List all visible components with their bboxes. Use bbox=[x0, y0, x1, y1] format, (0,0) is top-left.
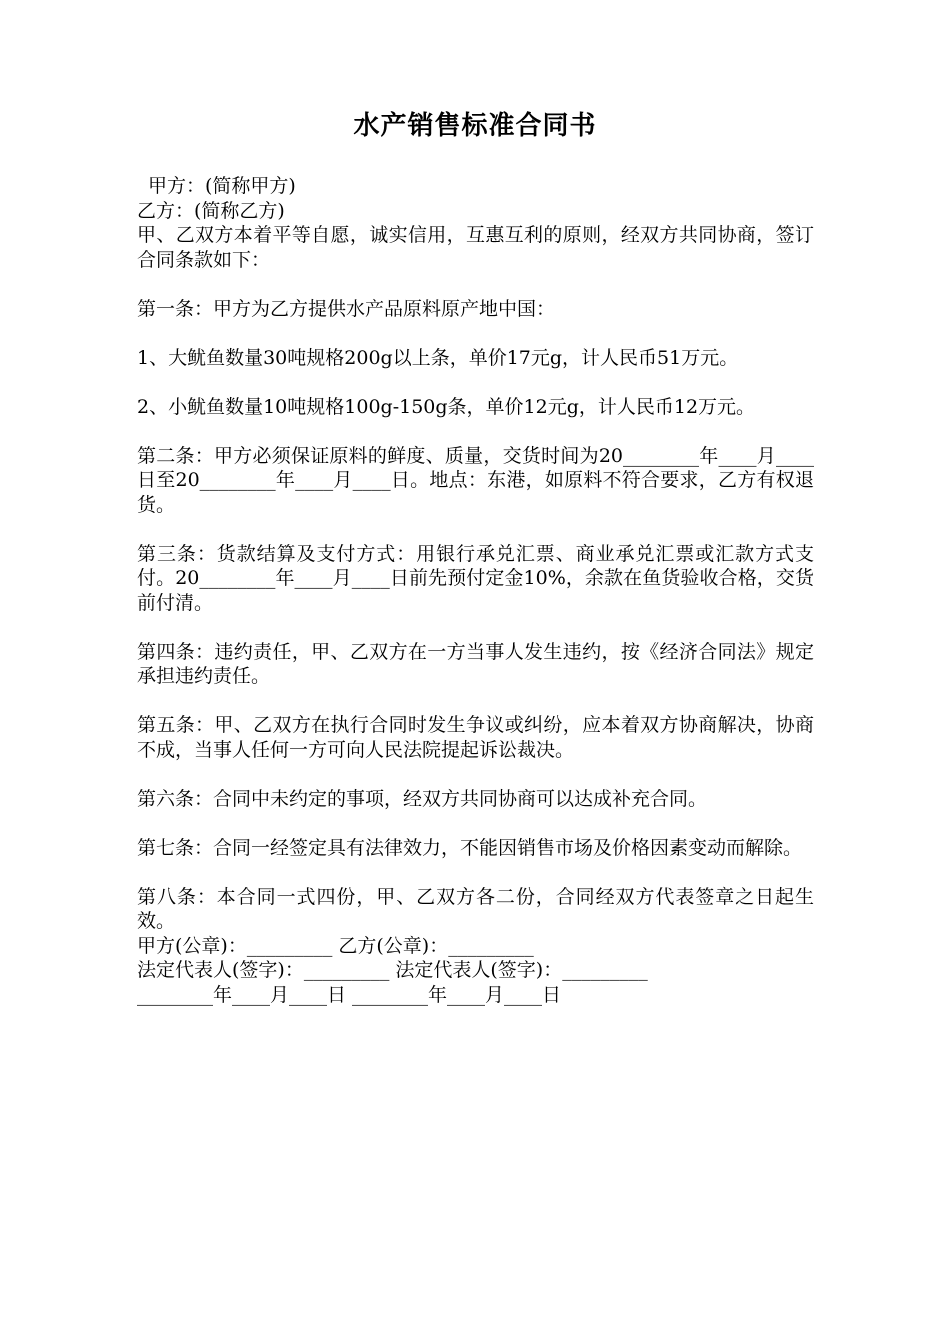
document-body bbox=[137, 174, 814, 1007]
signature-seal-line: 甲方(公章)：_________ 乙方(公章)：_________ bbox=[137, 934, 534, 957]
article-6: 第六条：合同中未约定的事项，经双方共同协商可以达成补充合同。 bbox=[137, 787, 708, 810]
article-4: 第四条：违约责任，甲、乙双方在一方当事人发生违约，按《经济合同法》规定承担违约责任。 bbox=[137, 640, 814, 687]
party-b-line: 乙方：(简称乙方) bbox=[137, 199, 285, 222]
signature-representative-line: 法定代表人(签字)：_________ 法定代表人(签字)：_________ bbox=[137, 959, 648, 981]
article-1: 第一条：甲方为乙方提供水产品原料原产地中国： bbox=[137, 297, 556, 320]
article-3: 第三条：货款结算及支付方式：用银行承兑汇票、商业承兑汇票或汇款方式支付。20________年____月____日前先预付定金10%，余款在鱼货验收合格，交货前付清。 bbox=[137, 542, 814, 614]
intro-paragraph: 甲、乙双方本着平等自愿，诚实信用，互惠互利的原则，经双方共同协商，签订合同条款如下： bbox=[137, 224, 814, 271]
article-5: 第五条：甲、乙双方在执行合同时发生争议或纠纷，应本着双方协商解决，协商不成，当事人任何一方可向人民法院提起诉讼裁决。 bbox=[137, 714, 814, 761]
article-7: 第七条：合同一经签定具有法律效力，不能因销售市场及价格因素变动而解除。 bbox=[137, 836, 803, 859]
article-8: 第八条：本合同一式四份，甲、乙双方各二份，合同经双方代表签章之日起生效。 bbox=[137, 885, 814, 932]
party-a-line: 甲方：(简称甲方) bbox=[148, 175, 296, 197]
document-title: 水产销售标准合同书 bbox=[353, 111, 597, 141]
article-1-item-2: 2、小鱿鱼数量10吨规格100g-150g条，单价12元g，计人民币12万元。 bbox=[137, 395, 756, 418]
article-1-item-1: 1、大鱿鱼数量30吨规格200g以上条，单价17元g，计人民币51万元。 bbox=[137, 346, 739, 369]
signature-date-line: ________年____月____日 ________年____月____日 bbox=[137, 983, 562, 1006]
article-2: 第二条：甲方必须保证原料的鲜度、质量，交货时间为20________年____月____日至20________年____月____日。地点：东港，如原料不符合要求，乙方有权退货。 bbox=[137, 444, 814, 516]
